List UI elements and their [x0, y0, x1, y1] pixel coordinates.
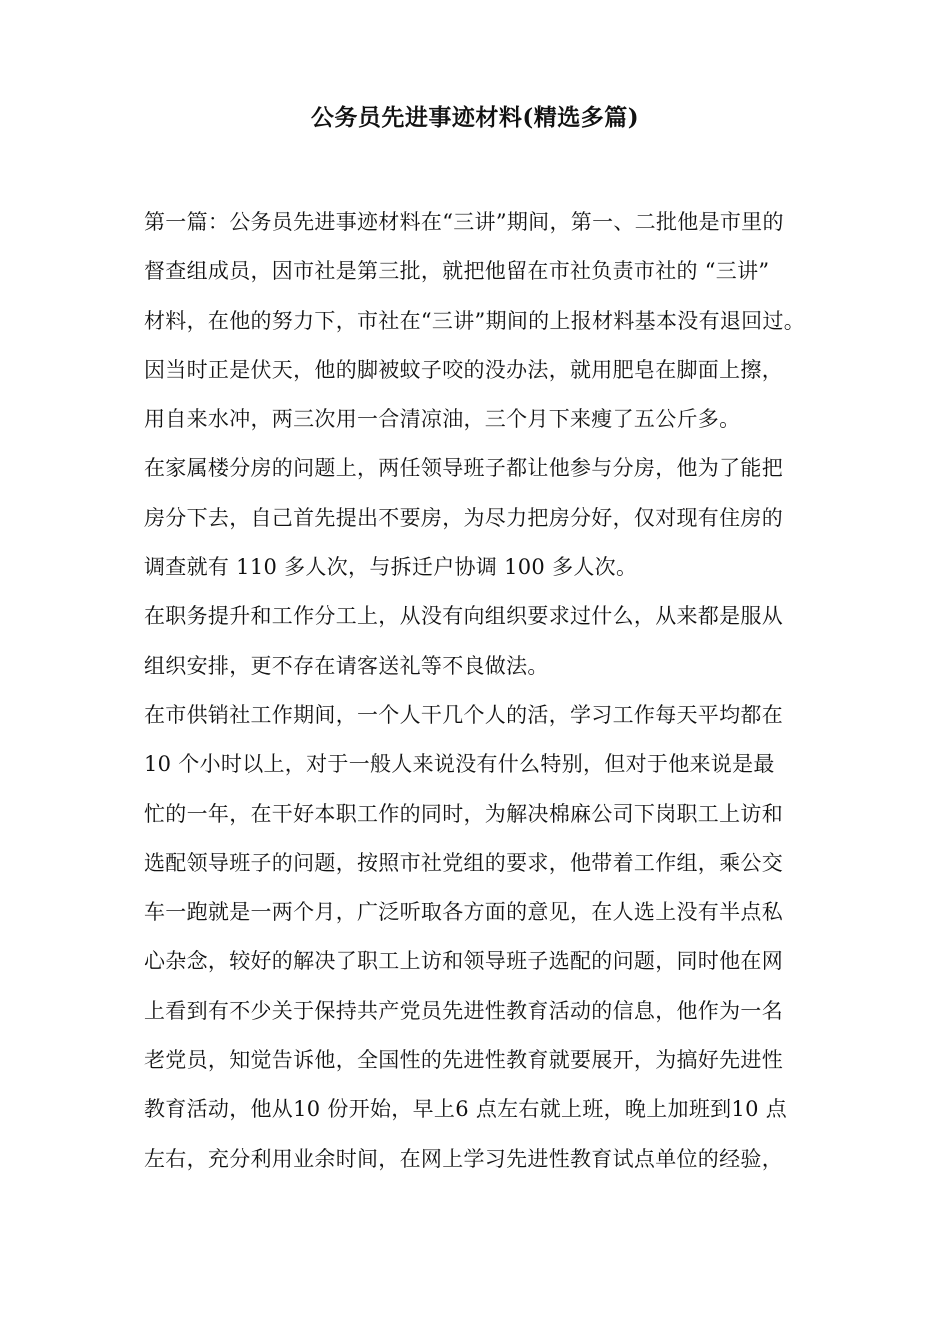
body-line: 用自来水冲，两三次用一合清凉油，三个月下来瘦了五公斤多。 [144, 407, 741, 432]
body-line: 教育活动，他从10 份开始，早上6 点左右就上班，晚上加班到10 点 [144, 1097, 788, 1122]
body-line: 忙的一年，在干好本职工作的同时，为解决棉麻公司下岗职工上访和 [144, 801, 783, 826]
body-line: 选配领导班子的问题，按照市社党组的要求，他带着工作组，乘公交 [144, 850, 783, 875]
body-line: 左右，充分利用业余时间，在网上学习先进性教育试点单位的经验， [144, 1146, 783, 1171]
document-body [144, 198, 824, 1184]
body-line: 老党员，知觉告诉他，全国性的先进性教育就要展开，为搞好先进性 [144, 1048, 783, 1073]
body-line: 10 个小时以上，对于一般人来说没有什么特别，但对于他来说是最 [144, 752, 775, 777]
body-line: 心杂念，较好的解决了职工上访和领导班子选配的问题，同时他在网 [144, 949, 783, 974]
body-line: 督查组成员，因市社是第三批，就把他留在市社负责市社的 “三讲” [144, 259, 770, 284]
body-line: 第一篇：公务员先进事迹材料在“三讲”期间，第一、二批他是市里的 [144, 210, 784, 234]
document-title: 公务员先进事迹材料(精选多篇) [310, 104, 640, 131]
body-line: 车一跑就是一两个月，广泛听取各方面的意见，在人选上没有半点私 [144, 900, 783, 925]
body-line: 在市供销社工作期间，一个人干几个人的活，学习工作每天平均都在 [144, 702, 783, 727]
body-line: 材料，在他的努力下，市社在“三讲”期间的上报材料基本没有退回过。 [144, 308, 806, 333]
body-line: 房分下去，自己首先提出不要房，为尽力把房分好，仅对现有住房的 [144, 505, 783, 530]
body-line: 因当时正是伏天，他的脚被蚊子咬的没办法，就用肥皂在脚面上擦， [144, 357, 783, 382]
body-line: 上看到有不少关于保持共产党员先进性教育活动的信息，他作为一名 [144, 998, 783, 1023]
body-line: 调查就有 110 多人次，与拆迁户协调 100 多人次。 [144, 555, 638, 580]
body-line: 组织安排，更不存在请客送礼等不良做法。 [144, 653, 549, 678]
body-line: 在职务提升和工作分工上，从没有向组织要求过什么，从来都是服从 [144, 604, 783, 629]
body-line: 在家属楼分房的问题上，两任领导班子都让他参与分房，他为了能把 [144, 456, 783, 481]
